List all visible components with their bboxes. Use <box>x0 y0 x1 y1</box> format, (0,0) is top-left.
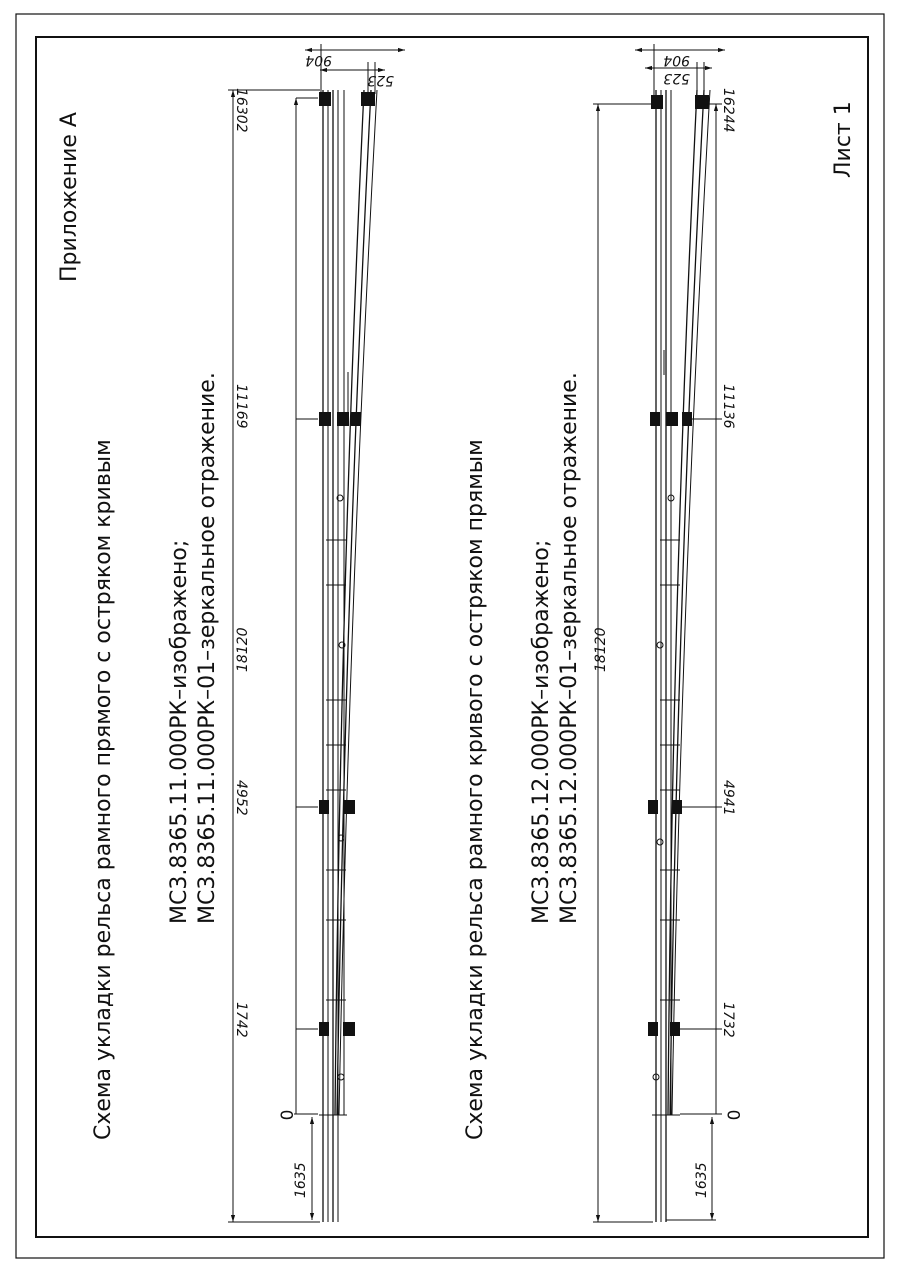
scheme-2-frame-rail <box>668 90 710 1115</box>
scheme-1-zero: 0 <box>278 1109 298 1121</box>
scheme-2-mirror: МС3.8365.12.000РК–01–зеркальное отражение. <box>557 372 582 924</box>
scheme-1-pos-1742: 1742 <box>233 1002 249 1038</box>
scheme-1-pos-16302: 16302 <box>233 88 249 133</box>
scheme-1 <box>91 44 405 1222</box>
scheme-2-width-904: 904 <box>663 52 690 68</box>
scheme-1-mirror: МС3.8365.11.000РК–01–зеркальное отражение. <box>195 372 220 924</box>
scheme-2-offset: 1635 <box>694 1162 710 1198</box>
scheme-2-dimensions <box>593 44 725 1222</box>
appendix-label: Приложение А <box>57 112 82 282</box>
scheme-2-total-length: 18120 <box>593 627 609 672</box>
scheme-1-total-length: 18120 <box>235 627 251 672</box>
scheme-2-designation: МС3.8365.12.000РК–изображено; <box>529 539 554 924</box>
scheme-1-pos-4952: 4952 <box>233 780 249 816</box>
scheme-2-width-523: 523 <box>663 70 690 86</box>
scheme-2-zero: 0 <box>725 1109 745 1121</box>
scheme-1-clamps <box>319 92 375 1036</box>
inner-frame <box>36 37 868 1237</box>
scheme-1-width-523: 523 <box>367 72 394 88</box>
scheme-1-width-904: 904 <box>305 52 332 68</box>
scheme-2-pos-16244: 16244 <box>720 88 736 133</box>
scheme-2-pos-1732: 1732 <box>720 1002 736 1038</box>
scheme-1-title: Схема укладки рельса рамного прямого с остряком кривым <box>91 439 116 1140</box>
scheme-2-title: Схема укладки рельса рамного кривого с остряком прямым <box>463 439 488 1140</box>
outer-frame <box>16 14 884 1258</box>
scheme-2-pos-11136: 11136 <box>720 384 736 429</box>
scheme-1-switch-point <box>335 90 377 1115</box>
scheme-2 <box>463 44 745 1222</box>
scheme-2-pos-4941: 4941 <box>720 780 736 816</box>
scheme-1-pos-11169: 11169 <box>233 384 249 429</box>
scheme-1-dimensions <box>228 44 405 1222</box>
scheme-1-designation: МС3.8365.11.000РК–изображено; <box>167 539 192 924</box>
sheet-number: Лист 1 <box>831 101 856 178</box>
scheme-1-offset: 1635 <box>293 1162 309 1198</box>
